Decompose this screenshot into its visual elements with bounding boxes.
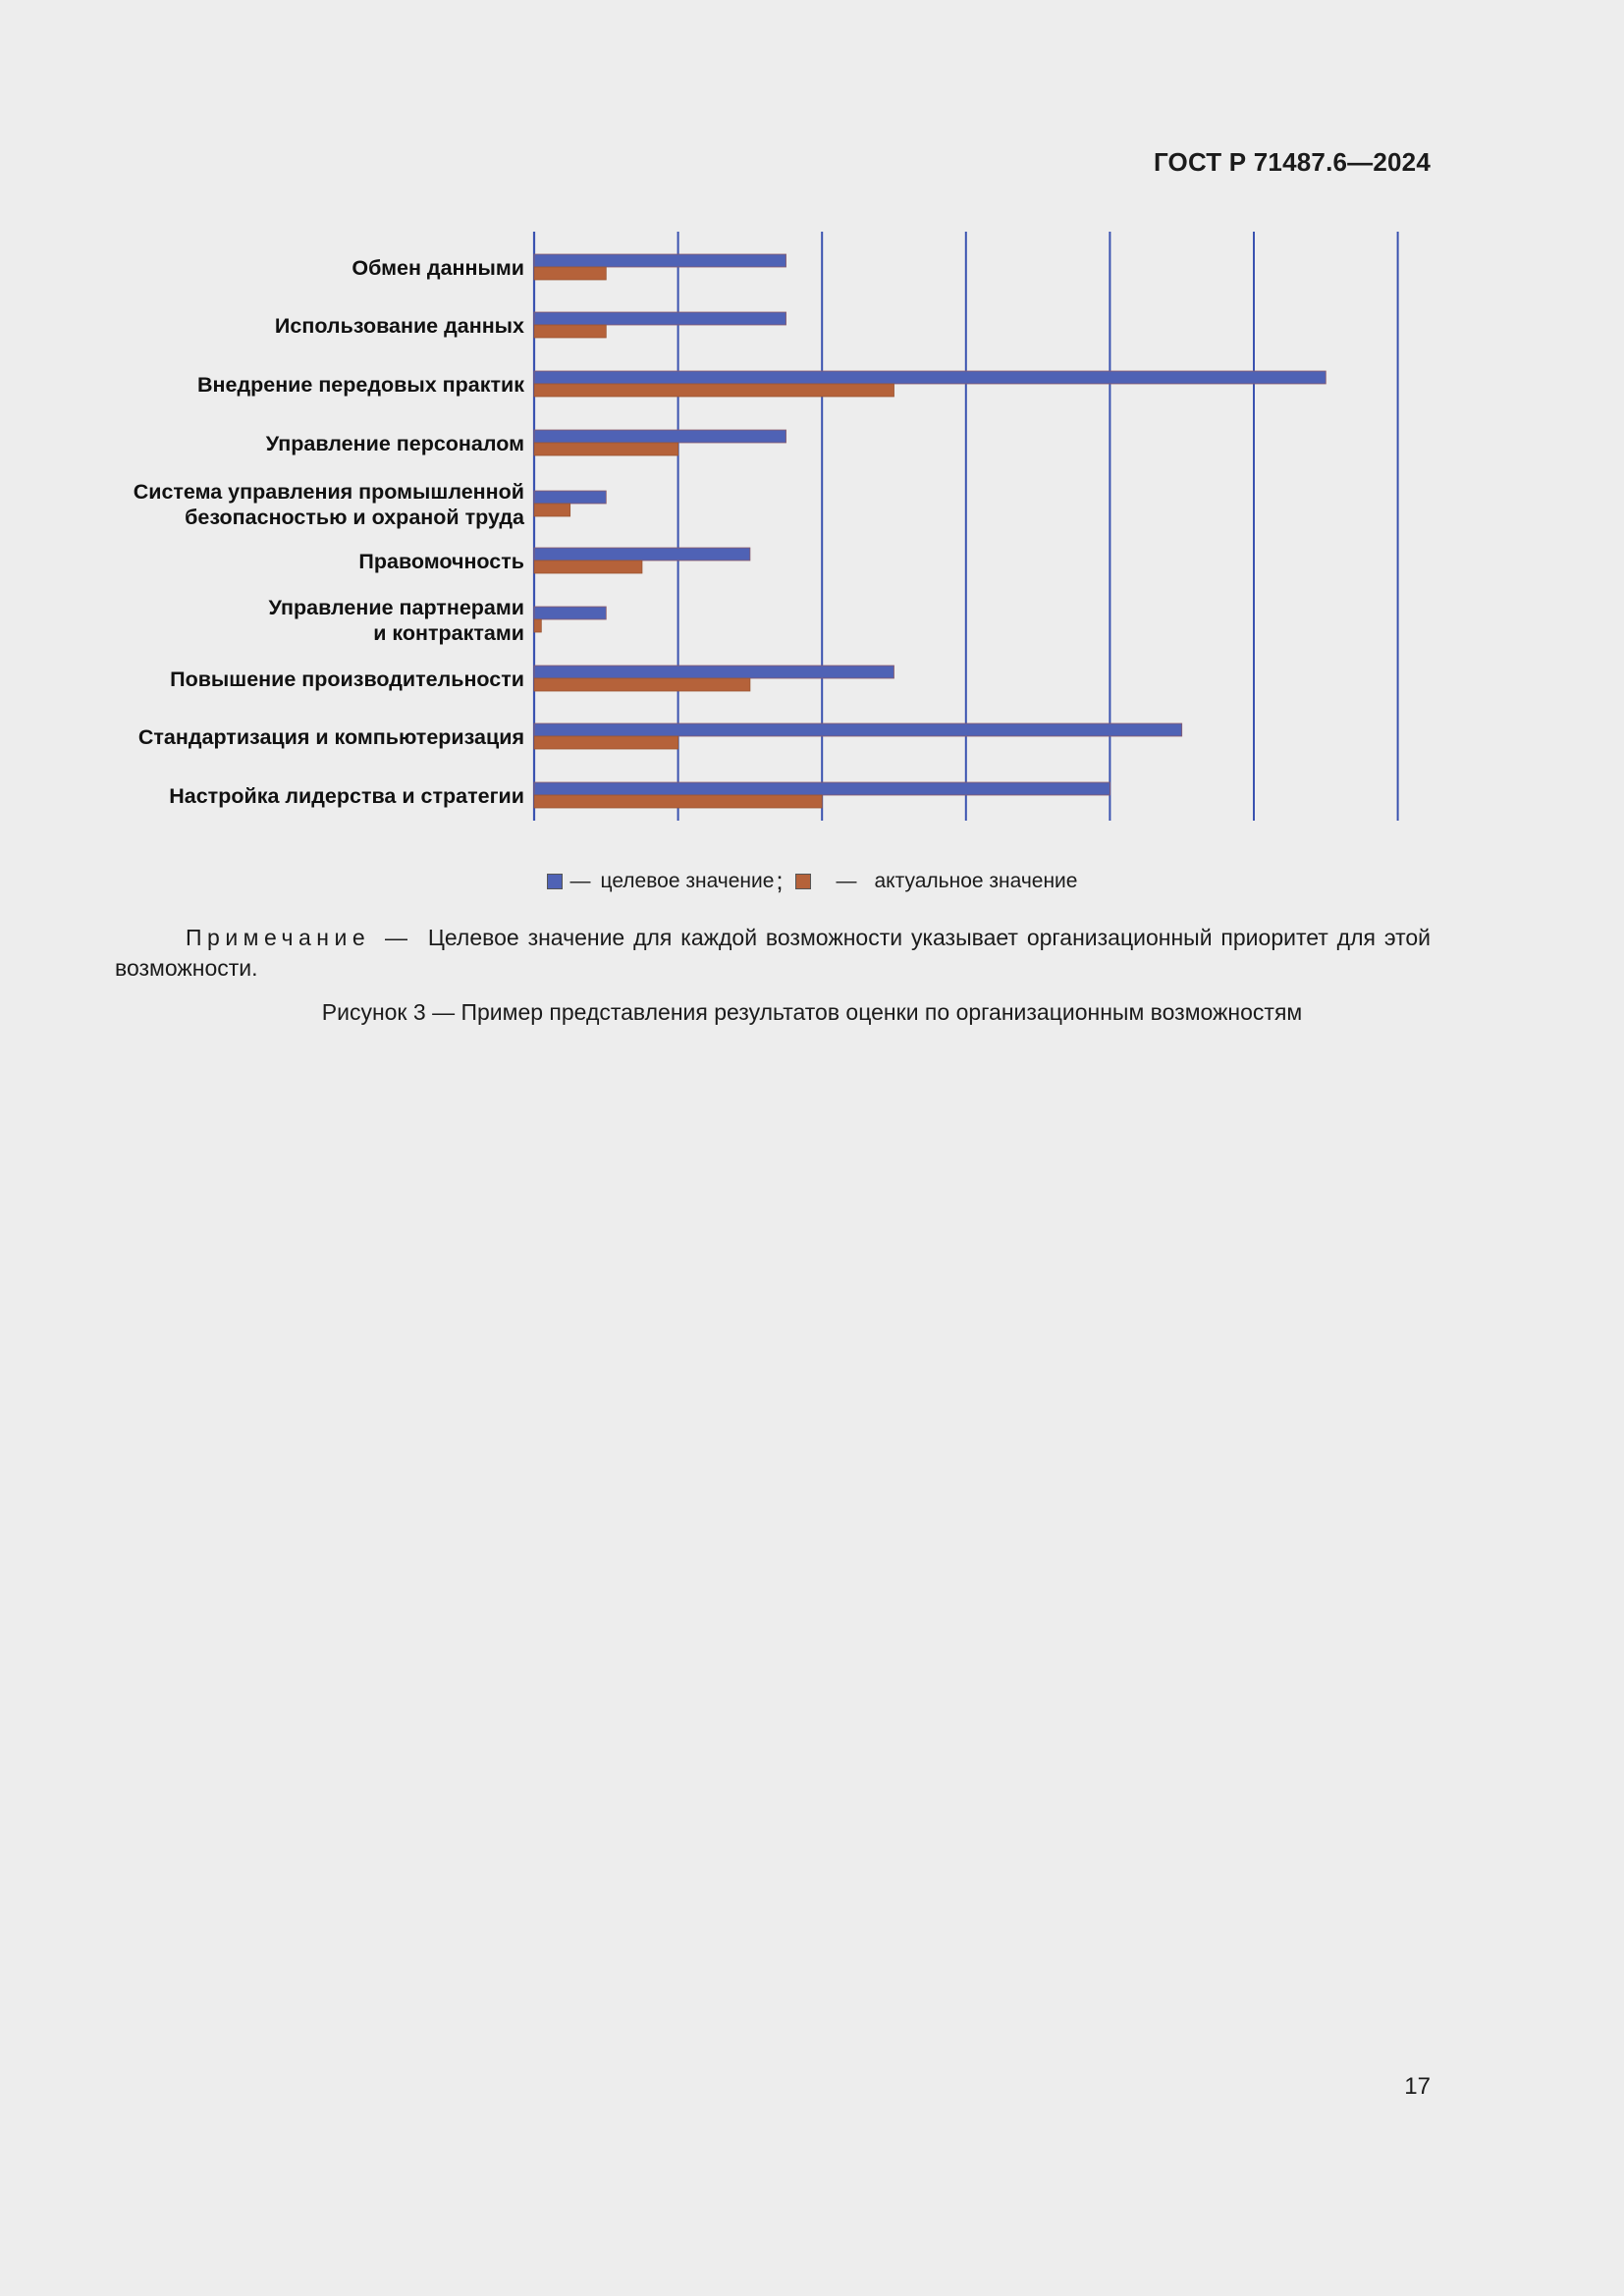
bar-target xyxy=(534,782,1110,795)
legend-swatch-target xyxy=(547,874,563,889)
category-label: Внедрение передовых практик xyxy=(196,373,524,397)
category-label: Использование данных xyxy=(274,314,524,338)
bar-target xyxy=(534,607,606,619)
legend-separator: ; xyxy=(776,866,784,895)
note-dash: — xyxy=(385,925,408,950)
bar-target xyxy=(534,491,606,504)
bar-target xyxy=(534,723,1182,736)
category-label: Управление партнерами xyxy=(268,596,524,619)
category-label: Обмен данными xyxy=(352,256,524,280)
bar-chart xyxy=(0,0,1624,854)
legend-item-target xyxy=(547,866,789,896)
category-label: Управление персоналом xyxy=(265,432,524,455)
bar-actual xyxy=(534,619,541,632)
category-label: Система управления промышленной xyxy=(133,480,524,504)
note-label: Примечание xyxy=(186,925,371,950)
legend-dash: — xyxy=(569,869,591,892)
legend-item-actual xyxy=(795,870,1078,893)
bar-actual xyxy=(534,267,606,280)
bar-actual xyxy=(534,678,750,691)
bar-actual xyxy=(534,504,570,516)
legend-label-target: целевое значение xyxy=(600,869,775,892)
bar-target xyxy=(534,430,786,443)
bar-actual xyxy=(534,384,894,397)
legend-label-actual: актуальное значение xyxy=(874,869,1078,892)
category-label: и контрактами xyxy=(373,621,524,645)
chart-legend xyxy=(0,866,1624,896)
bar-actual xyxy=(534,325,606,338)
legend-dash: — xyxy=(836,869,857,892)
bar-target xyxy=(534,666,894,678)
category-label: Стандартизация и компьютеризация xyxy=(137,725,524,749)
bar-target xyxy=(534,254,786,267)
bar-actual xyxy=(534,443,678,455)
bar-actual xyxy=(534,736,678,749)
figure-caption: Рисунок 3 — Пример представления результатов оценки по организационным возможностям xyxy=(321,999,1303,1025)
figure-note xyxy=(115,923,1431,984)
page-number: 17 xyxy=(1404,2073,1431,2100)
bar-target xyxy=(534,312,786,325)
legend-swatch-actual xyxy=(795,874,811,889)
bar-actual xyxy=(534,795,822,808)
category-label: безопасностью и охраной труда xyxy=(185,506,524,529)
category-label: Повышение производительности xyxy=(170,667,524,691)
bar-target xyxy=(534,548,750,561)
category-label: Настройка лидерства и стратегии xyxy=(169,784,524,808)
document-code: ГОСТ Р 71487.6—2024 xyxy=(1153,147,1431,177)
note-text: Целевое значение для каждой возможности указывает организационный приоритет для этой возможности. xyxy=(115,925,1431,981)
bar-actual xyxy=(534,561,642,573)
bar-target xyxy=(534,371,1326,384)
category-label: Правомочность xyxy=(358,550,524,573)
